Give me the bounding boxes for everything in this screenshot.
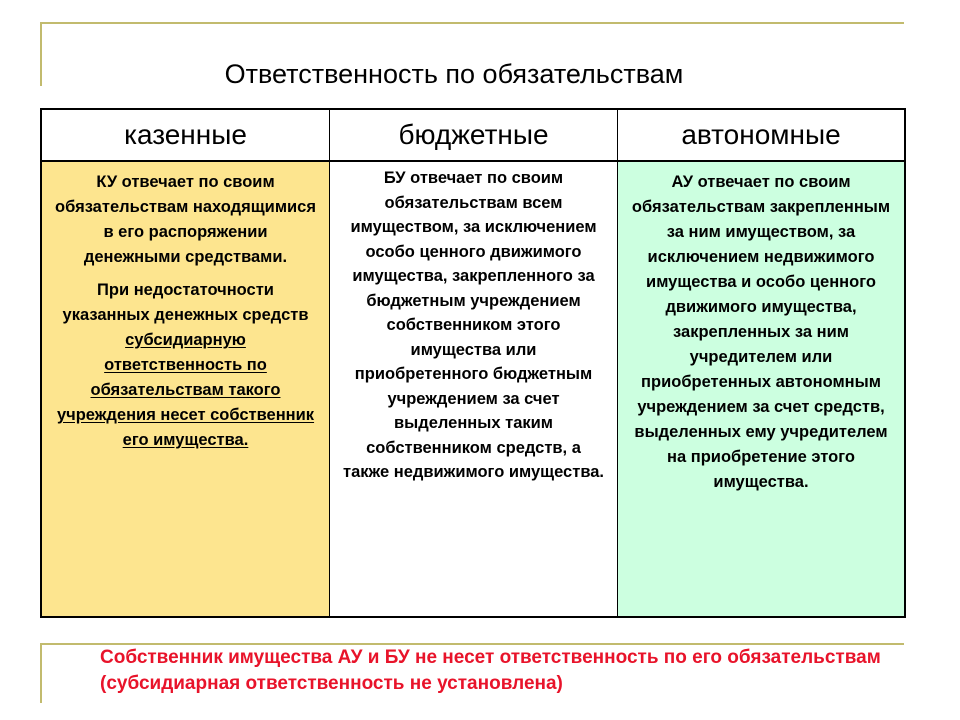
footer-note: Собственник имущества АУ и БУ не несет ответственность по его обязательствам (субсидиарная ответственность не установлена) (100, 647, 881, 694)
kazennye-paragraph-2-prefix: При недостаточности указанных денежных средств (62, 281, 309, 324)
kazennye-paragraph-2 (54, 278, 317, 453)
cell-kazennye (42, 162, 330, 616)
kazennye-paragraph-2-underlined: субсидиарную ответственность по обязательствам такого учреждения несет собственник его имущества. (56, 331, 315, 449)
decorative-bottom-left-line (40, 643, 42, 703)
header-kazennye: казенные (42, 110, 330, 160)
table-header-row (42, 110, 904, 162)
decorative-top-line (40, 22, 904, 24)
comparison-table (40, 108, 906, 618)
header-avtonomnye: автономные (681, 119, 841, 150)
cell-byudzhetnye: БУ отвечает по своим обязательствам всем имуществом, за исключением особо ценного движимого имущества, закрепленного за бюджетным учреждением собственником этого имущества или приобретенного бюджетным учреждением за счет выделенных таким собственником средств, а также недвижимого имущества. (330, 162, 618, 616)
cell-avtonomnye: АУ отвечает по своим обязательствам закрепленным за ним имуществом, за исключением недвижимого имущества и особо ценного движимого имущества, закрепленных за ним учредителем или приобретенных автономным учреждением за счет средств, выделенных ему учредителем на приобретение этого имущества. (618, 162, 904, 616)
kazennye-paragraph-1: КУ отвечает по своим обязательствам находящимися в его распоряжении денежными средствами. (55, 173, 316, 266)
slide-title: Ответственность по обязательствам (224, 59, 684, 89)
header-byudzhetnye: бюджетные (330, 110, 618, 160)
